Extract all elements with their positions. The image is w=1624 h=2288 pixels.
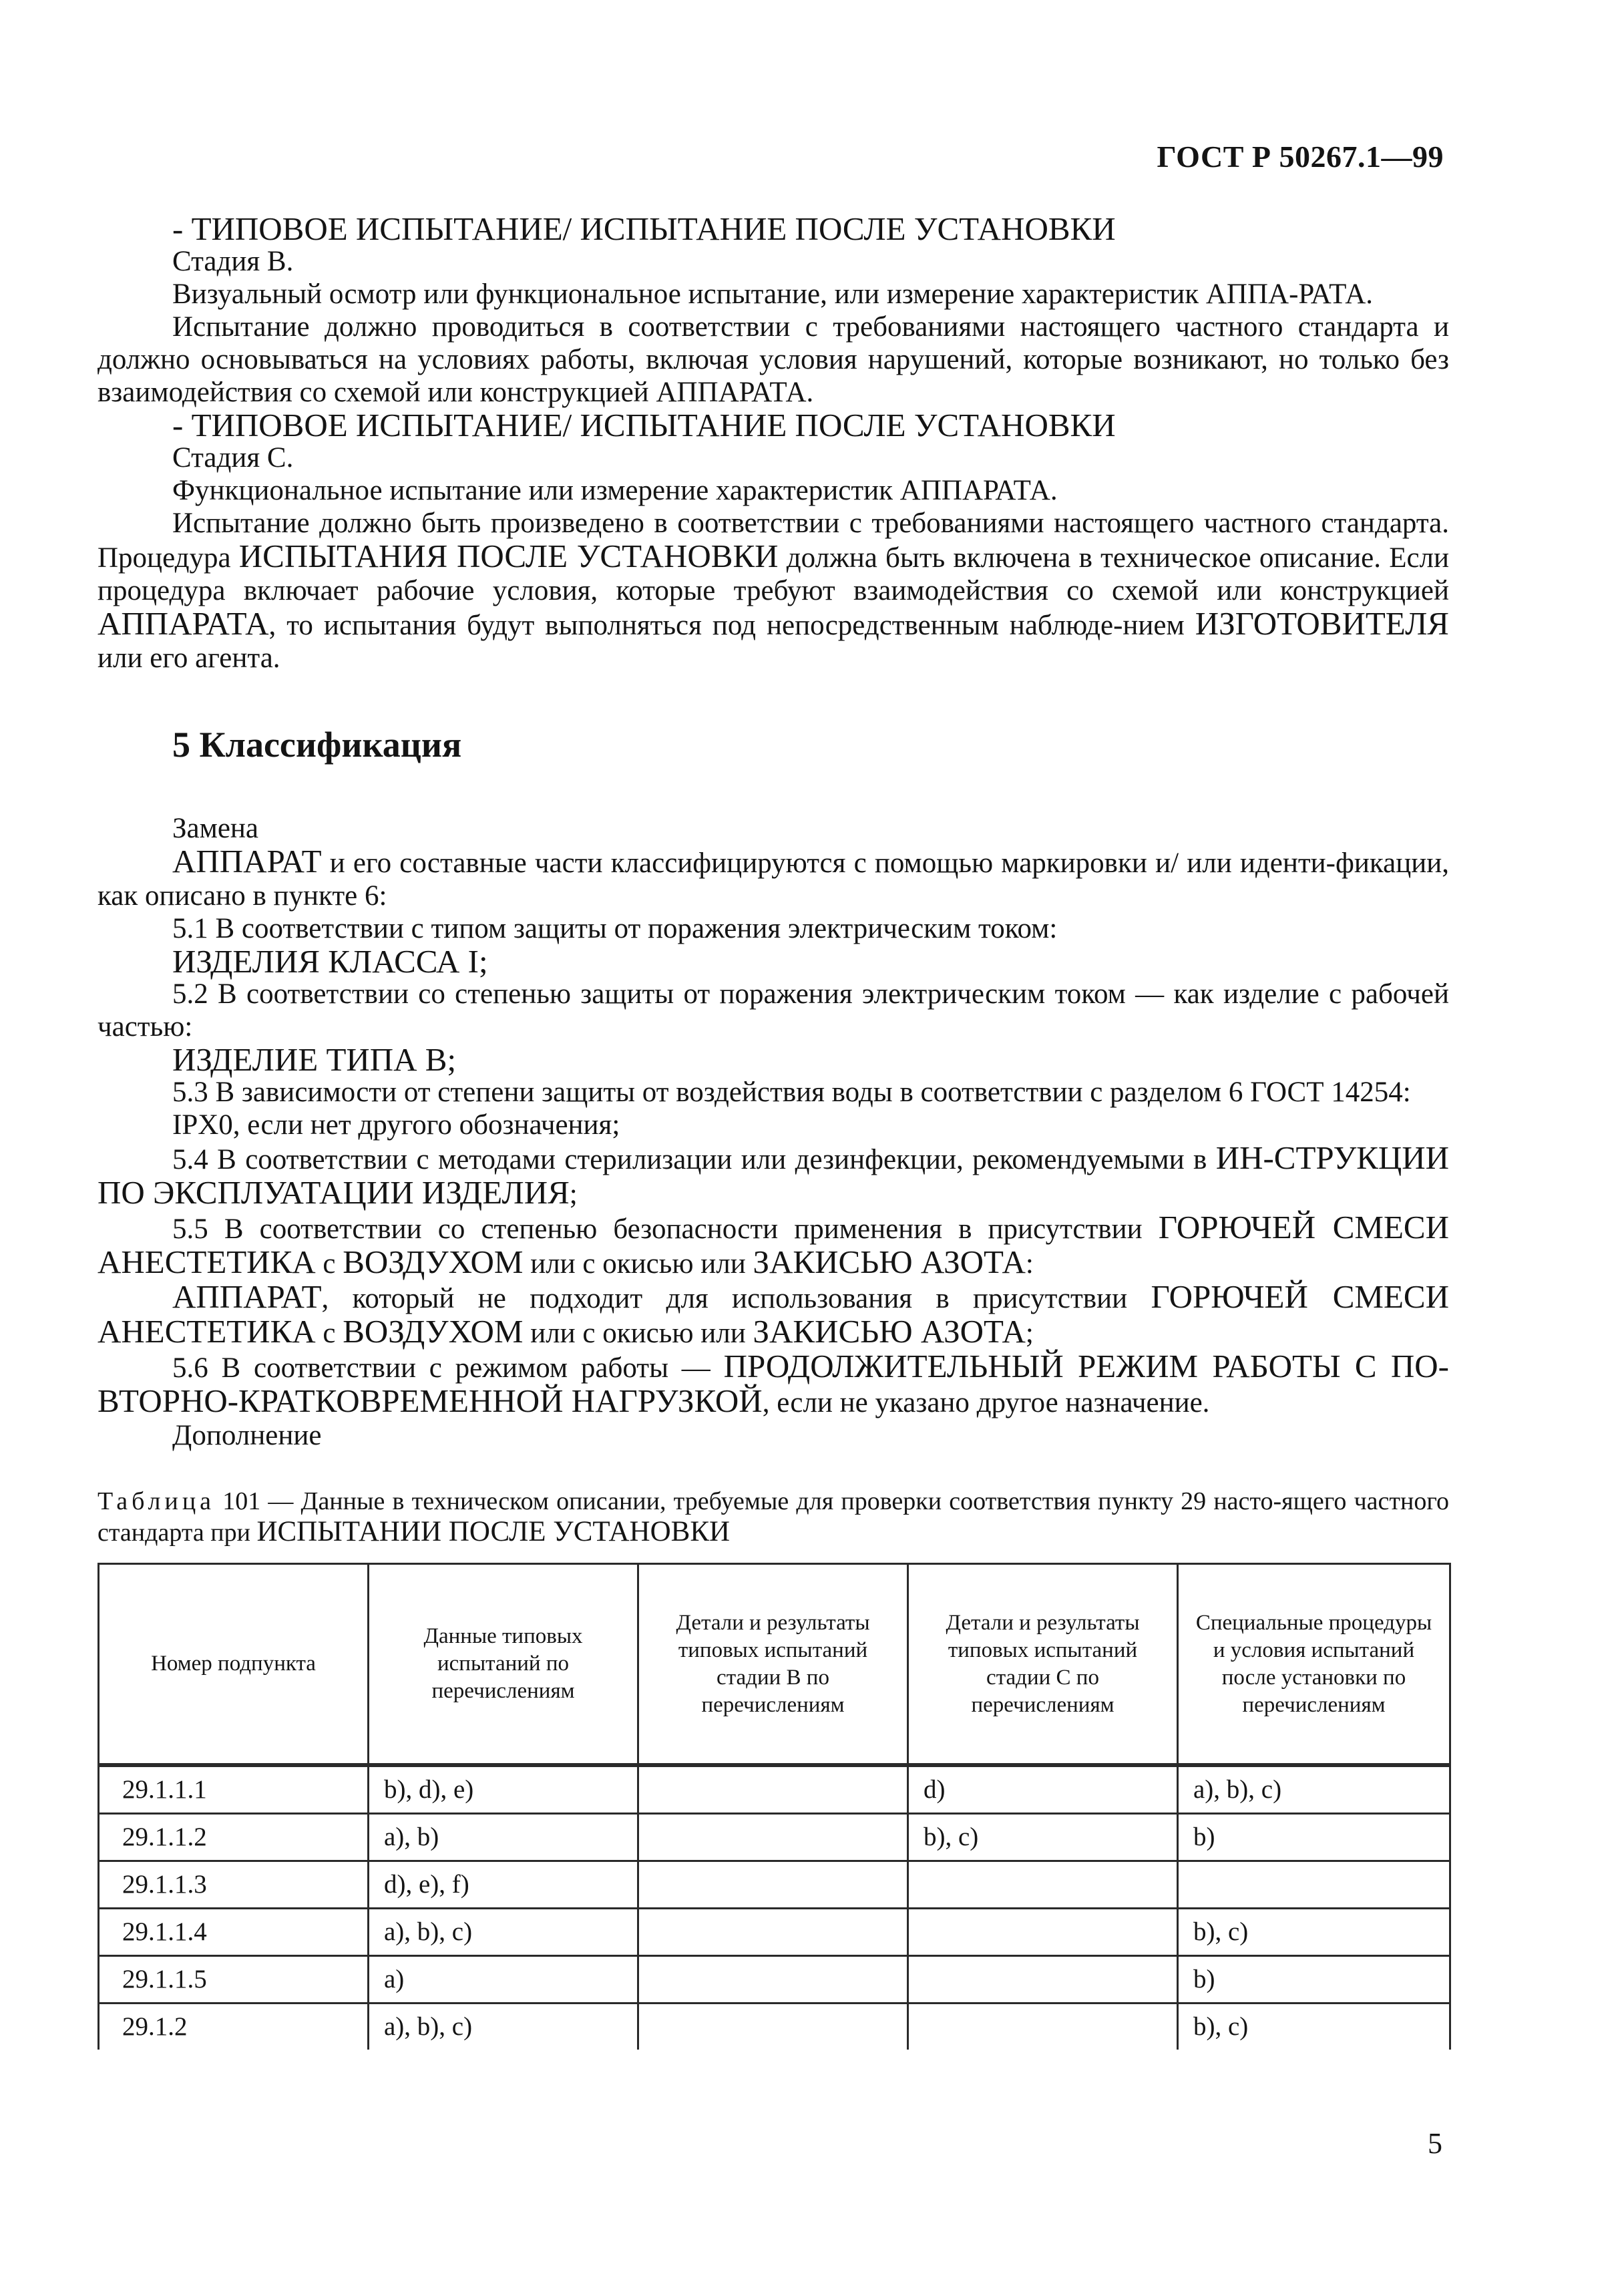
table-cell: 29.1.1.4: [99, 1909, 369, 1956]
table-cell: [1178, 1861, 1450, 1909]
document-body: [97, 212, 1449, 2050]
item-5-1: 5.1 В соответствии с типом защиты от поражения электрическим током:: [172, 913, 1058, 944]
section-title: 5 Классификация: [172, 725, 462, 765]
table-cell: b): [1178, 1956, 1450, 2004]
table-cell: 29.1.1.3: [99, 1861, 369, 1909]
table-101: [97, 1563, 1451, 2050]
item-5-2-value: ИЗДЕЛИЕ ТИПА В;: [172, 1041, 457, 1078]
item-5-5-value: АППАРАТ, который не подходит для использования в присутствии ГОРЮЧЕЙ СМЕСИ АНЕСТЕТИКА с ВОЗДУХОМ или с окисью или ЗАКИСЬЮ АЗОТА;: [97, 1278, 1449, 1350]
table-cell: 29.1.2: [99, 2004, 369, 2050]
table-row: [99, 1909, 1450, 1956]
table-cell: b), c): [1178, 1909, 1450, 1956]
stage-c-text-1: Функциональное испытание или измерение характеристик АППАРАТА.: [172, 475, 1058, 506]
table-header-row: [99, 1564, 1450, 1766]
stage-b-text-1: Визуальный осмотр или функциональное испытание, или измерение характеристик АППА-РАТА.: [172, 278, 1374, 310]
table-cell: d), e), f): [369, 1861, 638, 1909]
replace-label: Замена: [172, 813, 259, 844]
stage-c-heading: - ТИПОВОЕ ИСПЫТАНИЕ/ ИСПЫТАНИЕ ПОСЛЕ УСТАНОВКИ: [172, 407, 1116, 443]
item-5-3-value: IPX0, если нет другого обозначения;: [172, 1109, 620, 1141]
standard-header: ГОСТ Р 50267.1—99: [1157, 140, 1444, 174]
table-cell: [638, 1956, 908, 2004]
addition-label: Дополнение: [172, 1420, 322, 1451]
table-cell: a), b), c): [1178, 1765, 1450, 1814]
table-cell: [638, 2004, 908, 2050]
stage-b-label: Стадия В.: [172, 246, 294, 277]
header-cell-special-procedures: Специальные процедуры и условия испытаний после установки по перечислениям: [1178, 1564, 1450, 1766]
table-row: [99, 1814, 1450, 1861]
table-cell: b), d), e): [369, 1765, 638, 1814]
table-cell: [908, 1956, 1178, 2004]
table-cell: [908, 2004, 1178, 2050]
table-row: [99, 1765, 1450, 1814]
table-row: [99, 1861, 1450, 1909]
table-cell: [638, 1814, 908, 1861]
item-5-3: 5.3 В зависимости от степени защиты от воздействия воды в соответствии с разделом 6 ГОСТ 14254:: [172, 1077, 1411, 1108]
item-5-1-value: ИЗДЕЛИЯ КЛАССА I;: [172, 943, 488, 980]
header-cell-subclause: Номер подпункта: [99, 1564, 369, 1766]
item-5-6: 5.6 В соответствии с режимом работы — ПРОДОЛЖИТЕЛЬНЫЙ РЕЖИМ РАБОТЫ С ПО-ВТОРНО-КРАТКОВРЕМЕННОЙ НАГРУЗКОЙ, если не указано другое назначение.: [97, 1348, 1449, 1419]
table-cell: a): [369, 1956, 638, 2004]
table-cell: 29.1.1.2: [99, 1814, 369, 1861]
table-cell: 29.1.1.1: [99, 1765, 369, 1814]
table-cell: [638, 1909, 908, 1956]
item-5-5: 5.5 В соответствии со степенью безопасности применения в присутствии ГОРЮЧЕЙ СМЕСИ АНЕСТЕТИКА с ВОЗДУХОМ или с окисью или ЗАКИСЬЮ АЗОТА:: [97, 1209, 1449, 1280]
page-number: 5: [1428, 2127, 1442, 2160]
table-cell: [908, 1909, 1178, 1956]
table-cell: [638, 1861, 908, 1909]
table-row: [99, 1956, 1450, 2004]
stage-c-label: Стадия С.: [172, 442, 294, 473]
header-cell-stage-b: Детали и результаты типовых испытаний стадии В по перечислениям: [638, 1564, 908, 1766]
item-5-4: 5.4 В соответствии с методами стерилизации или дезинфекции, рекомендуемыми в ИН-СТРУКЦИИ ПО ЭКСПЛУАТАЦИИ ИЗДЕЛИЯ;: [97, 1139, 1449, 1211]
table-cell: b), c): [908, 1814, 1178, 1861]
table-cell: 29.1.1.5: [99, 1956, 369, 2004]
stage-c-text-2: Испытание должно быть произведено в соответствии с требованиями настоящего частного стандарта. Процедура ИСПЫТАНИЯ ПОСЛЕ УСТАНОВКИ должна быть включена в техническое описание. Если процедура включает рабочие условия, которые требуют взаимодействия со схемой или конструкцией АППАРАТА, то испытания будут выполняться под непосредственным наблюде-нием ИЗГОТОВИТЕЛЯ или его агента.: [97, 508, 1450, 674]
header-cell-stage-c: Детали и результаты типовых испытаний стадии С по перечислениям: [908, 1564, 1178, 1766]
header-cell-type-test-data: Данные типовых испытаний по перечислениям: [369, 1564, 638, 1766]
table-cell: a), b), c): [369, 1909, 638, 1956]
table-caption: Таблица 101 — Данные в техническом описании, требуемые для проверки соответствия пункту 29 насто-ящего частного стандарта при ИСПЫТАНИИ ПОСЛЕ УСТАНОВКИ: [97, 1487, 1449, 1547]
stage-b-text-2: Испытание должно проводиться в соответствии с требованиями настоящего частного стандарта и должно основываться на условиях работы, включая условия нарушений, которые возникают, но только без взаимодействия со схемой или конструкцией АППАРАТА.: [97, 311, 1449, 408]
table-row: [99, 2004, 1450, 2050]
table-cell: d): [908, 1765, 1178, 1814]
table-cell: b), c): [1178, 2004, 1450, 2050]
table-cell: a), b): [369, 1814, 638, 1861]
table-cell: b): [1178, 1814, 1450, 1861]
table-cell: [908, 1861, 1178, 1909]
stage-b-heading: - ТИПОВОЕ ИСПЫТАНИЕ/ ИСПЫТАНИЕ ПОСЛЕ УСТАНОВКИ: [172, 210, 1116, 247]
classification-intro: АППАРАТ и его составные части классифицируются с помощью маркировки и/ или иденти-фикации, как описано в пункте 6:: [97, 843, 1449, 912]
item-5-2: 5.2 В соответствии со степенью защиты от поражения электрическим током — как изделие с рабочей частью:: [97, 978, 1449, 1042]
table-cell: [638, 1765, 908, 1814]
table-cell: a), b), c): [369, 2004, 638, 2050]
